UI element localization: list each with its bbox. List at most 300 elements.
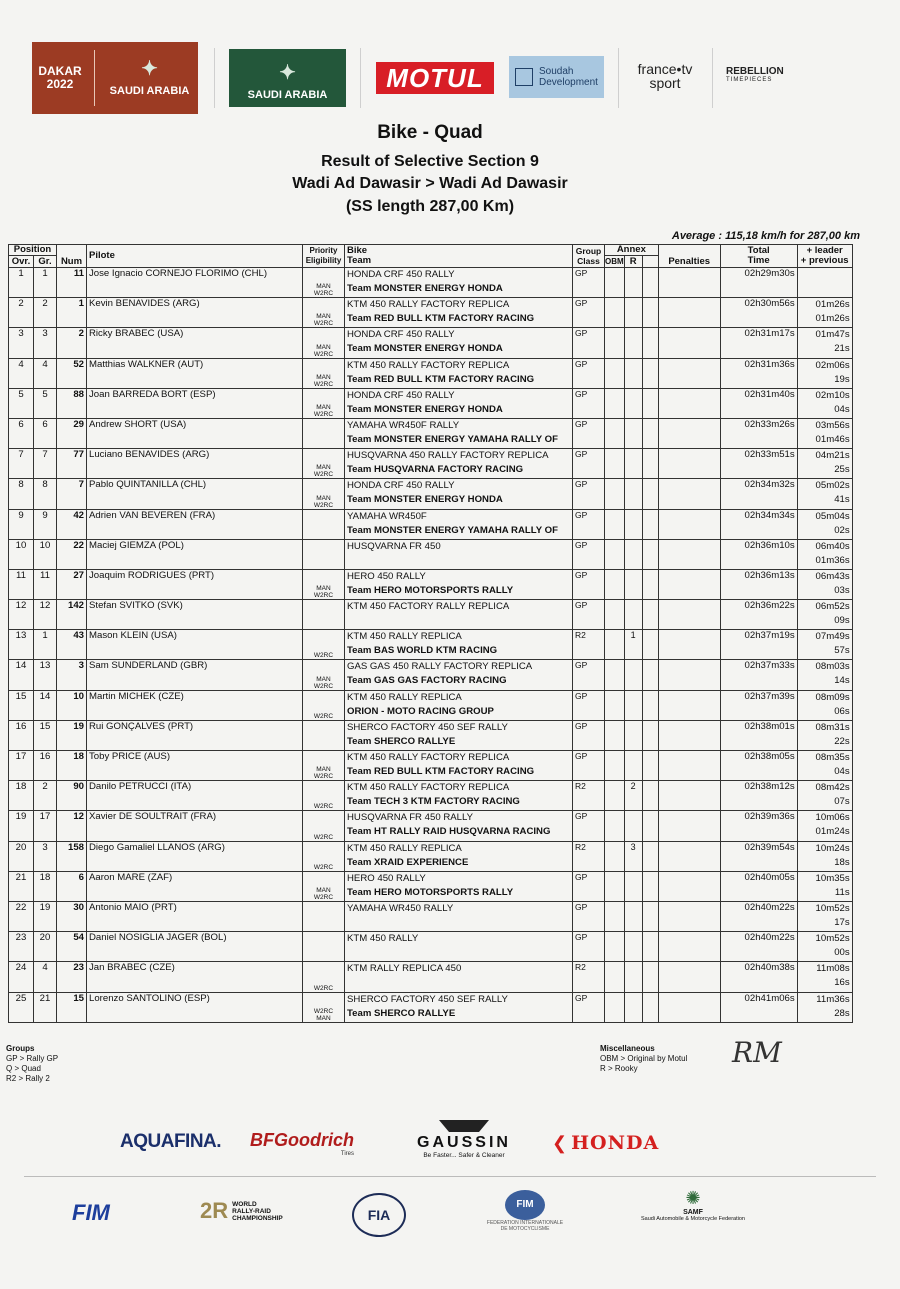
cell-obm [605,479,625,509]
bike-label: KTM 450 RALLY FACTORY REPLICA [347,299,510,311]
cell-penalties [658,841,720,871]
cell-group: R2 [573,781,605,811]
col-penalties: Penalties [658,245,720,268]
cell-pilote: Toby PRICE (AUS) [87,751,303,781]
cell-obm [605,268,625,298]
cell-total-time: 02h31m17s [720,328,797,358]
cell-penalties [658,992,720,1022]
cell-rooky [624,298,642,328]
cell-pilote: Martin MICHEK (CZE) [87,690,303,720]
cell-eligibility [303,509,345,539]
section-title: Result of Selective Section 9 [321,153,539,170]
cell-ovr: 19 [9,811,34,841]
cell-penalties [658,720,720,750]
cell-num: 158 [57,841,87,871]
cell-eligibility: MAN W2RC [303,449,345,479]
cell-eligibility: MAN W2RC [303,751,345,781]
cell-penalties [658,449,720,479]
cell-num: 29 [57,418,87,448]
bike-label: HERO 450 RALLY [347,872,426,884]
cell-gap: 05m04s 02s [797,509,852,539]
fim-logo: FIM FEDERATION INTERNATIONALE DE MOTOCYCLISME [470,1190,580,1232]
bike-label: GAS GAS 450 RALLY FACTORY REPLICA [347,661,533,673]
cell-num: 7 [57,479,87,509]
signature: RM [732,1036,782,1069]
team-label: Team HT RALLY RAID HUSQVARNA RACING [347,826,551,838]
cell-obm [605,539,625,569]
cell-eligibility [303,901,345,931]
cell-bike-team [345,720,573,750]
cell-ovr: 24 [9,962,34,992]
cell-ovr: 7 [9,449,34,479]
cell-ovr: 20 [9,841,34,871]
cell-pilote: Stefan SVITKO (SVK) [87,600,303,630]
cell-gap: 05m02s 41s [797,479,852,509]
cell-total-time: 02h38m01s [720,720,797,750]
cell-bike-team [345,901,573,931]
cell-pilote: Jose Ignacio CORNEJO FLORIMO (CHL) [87,268,303,298]
cell-rooky [624,901,642,931]
cell-bike-team [345,328,573,358]
cell-total-time: 02h41m06s [720,992,797,1022]
gaussin-logo: GAUSSIN Be Faster... Safer & Cleaner [405,1120,523,1159]
gaussin-mark-icon [439,1120,489,1132]
cell-penalties [658,630,720,660]
cell-penalties [658,328,720,358]
bike-label: KTM 450 RALLY [347,933,419,945]
cell-group: GP [573,418,605,448]
bfgoodrich-logo: BFGoodrich Tires [250,1130,354,1157]
cell-obm [605,660,625,690]
team-label: Team TECH 3 KTM FACTORY RACING [347,796,520,808]
cell-penalties [658,479,720,509]
cell-group: GP [573,298,605,328]
cell-gr: 20 [34,932,57,962]
cell-annex-extra [642,539,658,569]
cell-num: 12 [57,811,87,841]
cell-ovr: 14 [9,660,34,690]
cell-total-time: 02h38m05s [720,751,797,781]
table-row [9,871,853,901]
bike-label: YAMAHA WR450 RALLY [347,902,454,914]
cell-obm [605,901,625,931]
cell-gr: 16 [34,751,57,781]
cell-penalties [658,539,720,569]
cell-rooky [624,871,642,901]
table-row [9,841,853,871]
cell-rooky [624,358,642,388]
cell-gr: 5 [34,388,57,418]
cell-eligibility [303,932,345,962]
cell-eligibility: W2RC [303,811,345,841]
cell-gap: 01m47s 21s [797,328,852,358]
cell-pilote: Luciano BENAVIDES (ARG) [87,449,303,479]
col-bike-team: Bike Team [345,245,573,268]
table-row [9,962,853,992]
cell-total-time: 02h37m33s [720,660,797,690]
cell-obm [605,569,625,599]
cell-bike-team [345,600,573,630]
cell-rooky [624,962,642,992]
bike-label: KTM 450 RALLY REPLICA [347,691,462,703]
cell-group: GP [573,992,605,1022]
cell-rooky [624,328,642,358]
bike-label: KTM RALLY REPLICA 450 [347,963,462,975]
cell-eligibility: W2RC [303,781,345,811]
cell-bike-team [345,992,573,1022]
cell-rooky [624,388,642,418]
cell-num: 142 [57,600,87,630]
cell-eligibility: MAN W2RC [303,569,345,599]
cell-eligibility: W2RC [303,630,345,660]
cell-penalties [658,751,720,781]
cell-num: 2 [57,328,87,358]
cell-gap: 06m52s 09s [797,600,852,630]
cell-num: 27 [57,569,87,599]
cell-ovr: 15 [9,690,34,720]
cell-bike-team [345,932,573,962]
table-row [9,751,853,781]
cell-rooky [624,932,642,962]
col-eligibility: Priority Eligibility [303,245,345,268]
cell-group: GP [573,600,605,630]
cell-obm [605,690,625,720]
cell-bike-team [345,418,573,448]
cell-bike-team [345,630,573,660]
results-table [8,244,853,1023]
fim-europe-logo: FIM [72,1200,110,1225]
cell-annex-extra [642,781,658,811]
cell-bike-team [345,268,573,298]
cell-rooky [624,660,642,690]
cell-total-time: 02h30m56s [720,298,797,328]
honda-wing-icon: ❮ [552,1132,568,1153]
cell-gr: 15 [34,720,57,750]
palm-icon: ✦ [279,62,296,84]
cell-pilote: Adrien VAN BEVEREN (FRA) [87,509,303,539]
table-row [9,932,853,962]
cell-gr: 3 [34,841,57,871]
cell-gr: 1 [34,630,57,660]
cell-bike-team [345,871,573,901]
cell-annex-extra [642,811,658,841]
cell-gr: 17 [34,811,57,841]
team-label: Team MONSTER ENERGY YAMAHA RALLY OF [347,524,558,536]
cell-num: 3 [57,660,87,690]
cell-obm [605,781,625,811]
cell-obm [605,358,625,388]
cell-group: GP [573,268,605,298]
col-obm: OBM [605,256,624,266]
bike-label: KTM 450 RALLY FACTORY REPLICA [347,782,510,794]
cell-total-time: 02h33m51s [720,449,797,479]
cell-num: 90 [57,781,87,811]
cell-bike-team [345,298,573,328]
average-speed: Average : 115,18 km/h for 287,00 km [671,230,860,242]
cell-ovr: 13 [9,630,34,660]
cell-gap: 11m36s 28s [797,992,852,1022]
cell-pilote: Joaquim RODRIGUES (PRT) [87,569,303,599]
table-row [9,690,853,720]
cell-annex-extra [642,509,658,539]
cell-bike-team [345,388,573,418]
cell-group: GP [573,932,605,962]
cell-obm [605,932,625,962]
cell-pilote: Diego Gamaliel LLANOS (ARG) [87,841,303,871]
cell-rooky [624,449,642,479]
cell-pilote: Jan BRABEC (CZE) [87,962,303,992]
bike-label: SHERCO FACTORY 450 SEF RALLY [347,721,508,733]
cell-gr: 6 [34,418,57,448]
cell-annex-extra [642,600,658,630]
cell-total-time: 02h36m10s [720,539,797,569]
table-row [9,600,853,630]
cell-pilote: Sam SUNDERLAND (GBR) [87,660,303,690]
cell-gap: 02m10s 04s [797,388,852,418]
cell-pilote: Lorenzo SANTOLINO (ESP) [87,992,303,1022]
cell-num: 19 [57,720,87,750]
cell-obm [605,720,625,750]
col-total-time: Total Time [720,245,797,268]
bike-label: KTM 450 RALLY FACTORY REPLICA [347,359,510,371]
cell-gap: 10m06s 01m24s [797,811,852,841]
cell-rooky [624,479,642,509]
cell-group: GP [573,811,605,841]
cell-gr: 19 [34,901,57,931]
samf-emblem-icon: ✺ [685,1188,701,1208]
table-row [9,630,853,660]
cell-gr: 8 [34,479,57,509]
cell-annex-extra [642,630,658,660]
cell-pilote: Xavier DE SOULTRAIT (FRA) [87,811,303,841]
cell-total-time: 02h40m38s [720,962,797,992]
table-row [9,720,853,750]
cell-annex-extra [642,992,658,1022]
col-r: R [624,256,642,268]
cell-total-time: 02h31m40s [720,388,797,418]
cell-eligibility: MAN W2RC [303,268,345,298]
cell-penalties [658,418,720,448]
bike-label: HUSQVARNA FR 450 [347,540,441,552]
honda-logo: ❮ HONDA [552,1132,660,1154]
france-tv-sport-logo: france•tv sport [637,61,693,91]
table-row [9,811,853,841]
table-row [9,660,853,690]
cell-annex-extra [642,569,658,599]
team-label: Team MONSTER ENERGY HONDA [347,283,503,294]
cell-gap: 06m43s 03s [797,569,852,599]
cell-ovr: 9 [9,509,34,539]
cell-gr: 2 [34,298,57,328]
cell-eligibility: W2RC MAN [303,992,345,1022]
cell-total-time: 02h40m22s [720,932,797,962]
cell-eligibility: MAN W2RC [303,660,345,690]
cell-group: GP [573,509,605,539]
bike-label: HUSQVARNA FR 450 RALLY [347,812,474,824]
table-row [9,388,853,418]
table-row [9,539,853,569]
team-label: Team HUSQVARNA FACTORY RACING [347,464,524,476]
table-row [9,449,853,479]
table-row [9,479,853,509]
cell-eligibility [303,600,345,630]
team-label: Team MONSTER ENERGY HONDA [347,494,503,506]
team-label: Team HERO MOTORSPORTS RALLY [347,886,514,898]
cell-annex-extra [642,720,658,750]
cell-gap: 07m49s 57s [797,630,852,660]
cell-gr: 11 [34,569,57,599]
cell-eligibility [303,418,345,448]
cell-num: 22 [57,539,87,569]
dakar-logo: DAKAR 2022 ✦ SAUDI ARABIA [32,42,198,114]
cell-gr: 14 [34,690,57,720]
cell-rooky: 1 [624,630,642,660]
cell-bike-team [345,569,573,599]
cell-annex-extra [642,268,658,298]
cell-ovr: 25 [9,992,34,1022]
fia-logo: FIA [352,1193,406,1237]
cell-gap: 08m42s 07s [797,781,852,811]
cell-ovr: 10 [9,539,34,569]
samf-logo: ✺ SAMF Saudi Automobile & Motorcycle Federation [628,1188,758,1222]
cell-bike-team [345,358,573,388]
table-row [9,901,853,931]
cell-bike-team [345,509,573,539]
cell-annex-extra [642,328,658,358]
cell-gap: 10m35s 11s [797,871,852,901]
table-row [9,569,853,599]
cell-ovr: 3 [9,328,34,358]
cell-annex-extra [642,841,658,871]
ss-length: (SS length 287,00 Km) [345,198,515,215]
cell-group: GP [573,690,605,720]
cell-penalties [658,932,720,962]
cell-pilote: Danilo PETRUCCI (ITA) [87,781,303,811]
cell-eligibility: MAN W2RC [303,388,345,418]
cell-ovr: 18 [9,781,34,811]
cell-gap: 10m52s 17s [797,901,852,931]
bike-label: HERO 450 RALLY [347,570,426,582]
cell-ovr: 12 [9,600,34,630]
cell-bike-team [345,660,573,690]
cell-gap: 02m06s 19s [797,358,852,388]
cell-penalties [658,509,720,539]
route-title: Wadi Ad Dawasir > Wadi Ad Dawasir [292,175,568,192]
cell-ovr: 6 [9,418,34,448]
cell-obm [605,962,625,992]
cell-obm [605,328,625,358]
cell-total-time: 02h37m19s [720,630,797,660]
cell-annex-extra [642,388,658,418]
col-gr: Gr. [34,256,57,268]
cell-group: GP [573,569,605,599]
cell-gr: 10 [34,539,57,569]
table-row [9,418,853,448]
team-label: Team HERO MOTORSPORTS RALLY [347,584,514,596]
bike-label: KTM 450 RALLY FACTORY REPLICA [347,752,510,763]
team-label: ORION - MOTO RACING GROUP [347,705,494,717]
cell-total-time: 02h31m36s [720,358,797,388]
cell-gap: 10m24s 18s [797,841,852,871]
cell-total-time: 02h29m30s [720,268,797,298]
cell-rooky [624,751,642,781]
table-row [9,268,853,298]
cell-group: GP [573,479,605,509]
cell-eligibility: W2RC [303,841,345,871]
cell-rooky: 2 [624,781,642,811]
cell-obm [605,509,625,539]
cell-penalties [658,690,720,720]
bike-label: HONDA CRF 450 RALLY [347,480,455,492]
cell-pilote: Ricky BRABEC (USA) [87,328,303,358]
cell-num: 77 [57,449,87,479]
cell-eligibility: W2RC [303,690,345,720]
team-label: Team BAS WORLD KTM RACING [347,645,498,657]
cell-rooky [624,268,642,298]
cell-bike-team [345,479,573,509]
cell-bike-team [345,811,573,841]
cell-num: 43 [57,630,87,660]
cell-annex-extra [642,901,658,931]
cell-penalties [658,600,720,630]
cell-eligibility: MAN W2RC [303,328,345,358]
table-row [9,298,853,328]
cell-num: 6 [57,871,87,901]
col-pilote: Pilote [87,245,303,268]
cell-gap: 04m21s 25s [797,449,852,479]
cell-gr: 9 [34,509,57,539]
cell-penalties [658,962,720,992]
cell-eligibility [303,720,345,750]
bike-label: YAMAHA WR450F RALLY [347,419,460,431]
cell-eligibility: MAN W2RC [303,871,345,901]
cell-group: GP [573,539,605,569]
cell-rooky [624,509,642,539]
cell-total-time: 02h39m36s [720,811,797,841]
cell-gap: 08m31s 22s [797,720,852,750]
bike-label: HONDA CRF 450 RALLY [347,269,455,280]
cell-ovr: 4 [9,358,34,388]
cell-rooky [624,600,642,630]
cell-bike-team [345,449,573,479]
cell-num: 52 [57,358,87,388]
cell-gr: 3 [34,328,57,358]
bike-label: YAMAHA WR450F [347,510,427,522]
cell-pilote: Kevin BENAVIDES (ARG) [87,298,303,328]
cell-rooky [624,690,642,720]
cell-penalties [658,388,720,418]
bike-label: HUSQVARNA 450 RALLY FACTORY REPLICA [347,450,549,462]
cell-obm [605,418,625,448]
cell-annex-extra [642,871,658,901]
table-row [9,992,853,1022]
col-num: Num [57,245,87,268]
cell-num: 18 [57,751,87,781]
cell-bike-team [345,539,573,569]
table-row [9,781,853,811]
cell-group: GP [573,871,605,901]
cell-obm [605,871,625,901]
cell-num: 11 [57,268,87,298]
cell-penalties [658,358,720,388]
cell-eligibility: MAN W2RC [303,479,345,509]
cell-penalties [658,569,720,599]
cell-ovr: 8 [9,479,34,509]
cell-gap: 08m09s 06s [797,690,852,720]
cell-gap: 10m52s 00s [797,932,852,962]
cell-annex-extra [642,962,658,992]
cell-group: GP [573,901,605,931]
